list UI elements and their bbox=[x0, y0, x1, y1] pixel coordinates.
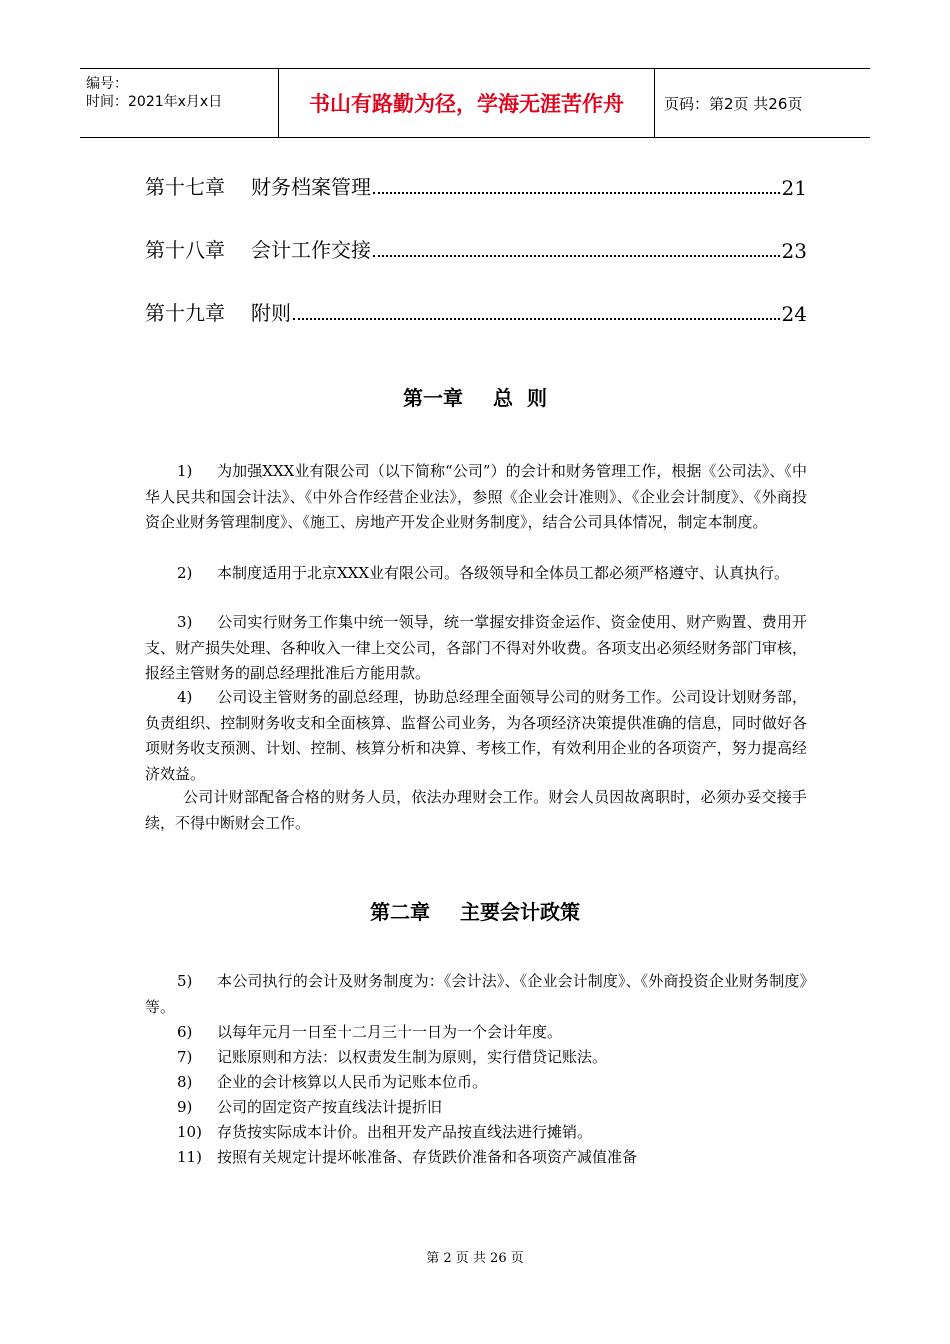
paragraph-text: 公司设主管财务的副总经理，协助总经理全面领导公司的财务工作。公司设计划财务部，负责组织、控制财务收支和全面核算、监督公司业务，为各项经济决策提供准确的信息，同时做好各项财务收支预测、计划、控制、核算分析和决算、考核工作，有效利用企业的各项资产，努力提高经济效益。 bbox=[145, 688, 807, 783]
chapter-1-heading bbox=[0, 382, 950, 411]
toc-title: 会计工作交接 bbox=[251, 238, 371, 262]
paragraph-4 bbox=[145, 685, 807, 787]
item-number: 8) bbox=[177, 1073, 193, 1091]
item-text: 存货按实际成本计价。出租开发产品按直线法进行摊销。 bbox=[217, 1123, 593, 1141]
policy-item bbox=[145, 1045, 807, 1070]
chapter-title: 总 则 bbox=[493, 386, 547, 410]
header-meta-cell bbox=[80, 69, 279, 137]
item-number: 11) bbox=[177, 1148, 202, 1166]
toc-entry[interactable] bbox=[145, 292, 807, 326]
item-text: 本公司执行的会计及财务制度为：《会计法》、《企业会计制度》、《外商投资企业财务制度》等。 bbox=[145, 972, 807, 1016]
item-number: 5) bbox=[177, 972, 193, 990]
number-label: 编号： bbox=[86, 76, 128, 92]
chapter-number: 第二章 bbox=[370, 900, 430, 924]
policy-item bbox=[145, 1145, 807, 1170]
paragraph-closing bbox=[145, 785, 807, 836]
paragraph-text: 为加强XXX业有限公司（以下简称“公司”）的会计和财务管理工作，根据《公司法》、《中华人民共和国会计法》、《中外合作经营企业法》，参照《企业会计准则》、《企业会计制度》、《外商投资企业财务管理制度》、《施工、房地产开发企业财务制度》，结合公司具体情况，制定本制度。 bbox=[145, 462, 807, 531]
toc-chapter: 第十七章 bbox=[145, 175, 225, 199]
paragraph-3 bbox=[145, 610, 807, 687]
policy-item bbox=[145, 1020, 807, 1045]
policy-item bbox=[145, 969, 807, 1020]
item-text: 企业的会计核算以人民币为记账本位币。 bbox=[217, 1073, 488, 1091]
policy-item bbox=[145, 1120, 807, 1145]
chapter-2-heading bbox=[0, 896, 950, 925]
toc-leader bbox=[293, 318, 780, 320]
item-text: 公司的固定资产按直线法计提折旧 bbox=[217, 1098, 443, 1116]
toc-leader bbox=[373, 255, 780, 257]
item-number: 10) bbox=[177, 1123, 202, 1141]
item-text: 按照有关规定计提坏帐准备、存货跌价准备和各项资产减值准备 bbox=[217, 1148, 638, 1166]
toc-chapter: 第十九章 bbox=[145, 301, 225, 325]
toc-chapter: 第十八章 bbox=[145, 238, 225, 262]
header-page-info: 页码：第2页 共26页 bbox=[664, 94, 803, 113]
toc-page: 23 bbox=[781, 239, 807, 263]
toc-page: 21 bbox=[781, 176, 807, 200]
policy-item bbox=[145, 1095, 807, 1120]
paragraph-2 bbox=[145, 561, 807, 587]
chapter-number: 第一章 bbox=[403, 386, 464, 410]
time-label: 时间：2021年x月x日 bbox=[86, 94, 223, 110]
item-number: 4) bbox=[177, 688, 193, 706]
policy-item bbox=[145, 1070, 807, 1095]
toc-entry[interactable] bbox=[145, 229, 807, 263]
item-number: 2) bbox=[177, 564, 193, 582]
paragraph-text: 本制度适用于北京XXX业有限公司。各级领导和全体员工都必须严格遵守、认真执行。 bbox=[217, 564, 790, 582]
page-footer: 第 2 页 共 26 页 bbox=[426, 1251, 524, 1266]
page-header bbox=[80, 68, 870, 138]
paragraph-1 bbox=[145, 459, 807, 536]
paragraph-text: 公司实行财务工作集中统一领导，统一掌握安排资金运作、资金使用、财产购置、费用开支、财产损失处理、各种收入一律上交公司，各部门不得对外收费。各项支出必须经财务部门审核，报经主管财务的副总经理批准后方能用款。 bbox=[145, 613, 807, 682]
item-number: 6) bbox=[177, 1023, 193, 1041]
item-number: 3) bbox=[177, 613, 193, 631]
item-text: 记账原则和方法：以权责发生制为原则，实行借贷记账法。 bbox=[217, 1048, 608, 1066]
paragraph-text: 公司计财部配备合格的财务人员，依法办理财会工作。财会人员因故离职时，必须办妥交接手续，不得中断财会工作。 bbox=[145, 788, 807, 832]
toc-page: 24 bbox=[781, 302, 807, 326]
toc-entry[interactable] bbox=[145, 166, 807, 200]
item-number: 1) bbox=[177, 462, 193, 480]
chapter-title: 主要会计政策 bbox=[460, 900, 580, 924]
toc-title: 财务档案管理 bbox=[251, 175, 371, 199]
item-number: 9) bbox=[177, 1098, 193, 1116]
header-motto: 书山有路勤为径，学海无涯苦作舟 bbox=[279, 69, 655, 137]
toc-leader bbox=[373, 192, 780, 194]
item-text: 以每年元月一日至十二月三十一日为一个会计年度。 bbox=[217, 1023, 563, 1041]
item-number: 7) bbox=[177, 1048, 193, 1066]
toc-title: 附则 bbox=[251, 301, 291, 325]
